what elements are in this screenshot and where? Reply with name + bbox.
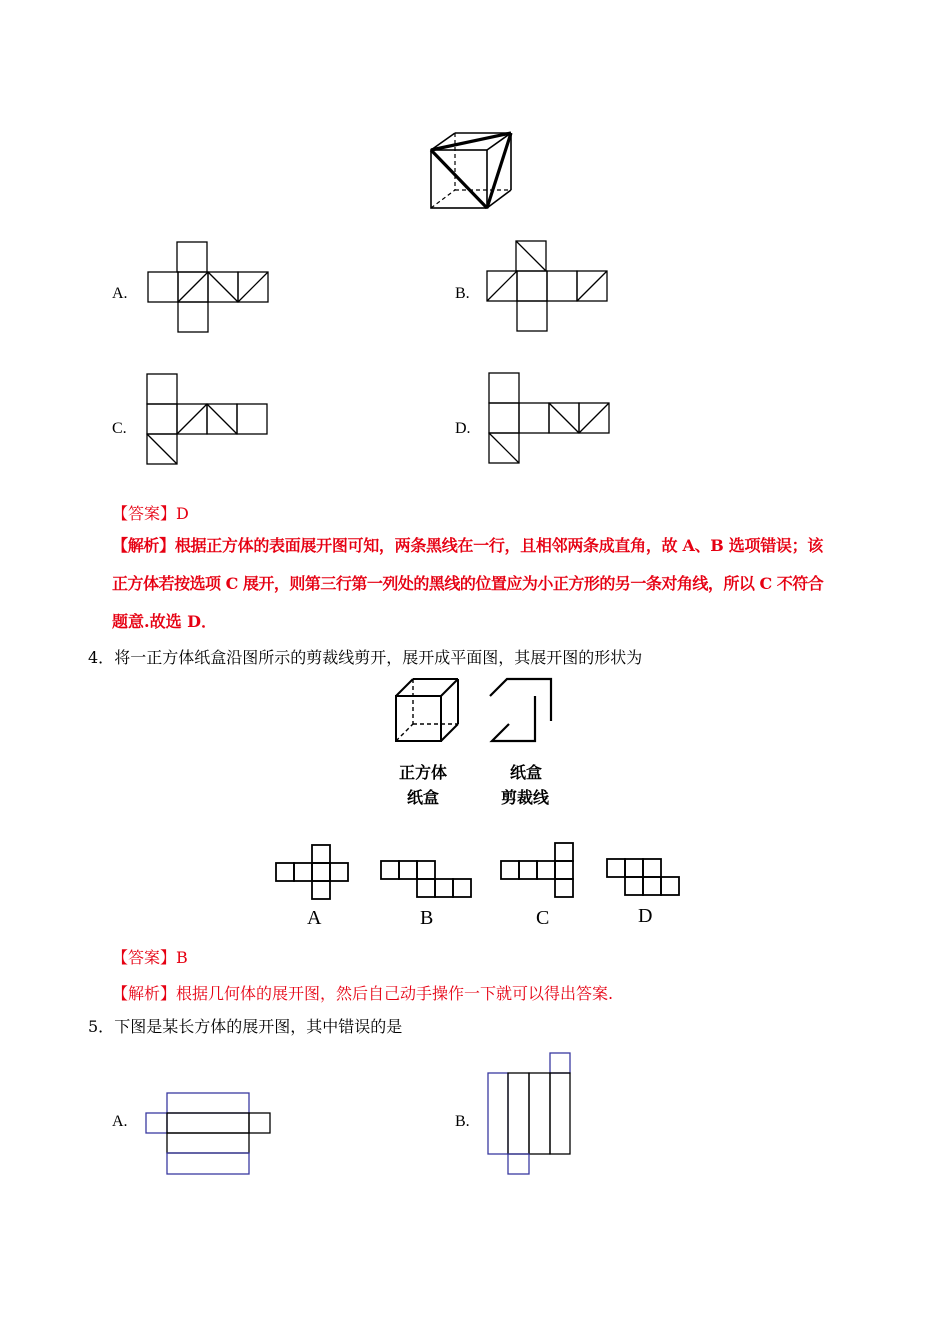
option-d-net	[488, 372, 610, 464]
analysis-tag: 【解析】	[112, 984, 177, 1003]
option-d-label: D.	[455, 420, 471, 437]
q5-option-a-net	[145, 1092, 273, 1177]
q4-choice-a-label: A	[307, 907, 322, 929]
q4-choice-c-net	[500, 842, 580, 902]
question-text: 下图是某长方体的展开图，其中错误的是	[114, 1017, 403, 1036]
answer-tag: 【答案】	[112, 948, 177, 967]
question-number: 4．	[88, 648, 115, 667]
question-number: 5．	[88, 1017, 115, 1036]
q4-answer	[112, 946, 188, 970]
q4-choice-b-net	[380, 860, 475, 900]
q5-option-b-label: B.	[455, 1113, 470, 1130]
q5-option-b-net	[487, 1052, 573, 1178]
option-a-net	[147, 241, 269, 333]
option-b-label: B.	[455, 285, 470, 302]
answer-tag: 【答案】	[112, 504, 177, 523]
q4-stem	[88, 646, 642, 670]
q3-analysis-line3: 题意.故选 D．	[112, 612, 218, 631]
answer-value: D	[176, 504, 189, 523]
fig-label-cut-line2: 剪裁线	[501, 788, 550, 807]
cube-diagonals-figure	[425, 128, 525, 213]
answer-value: B	[176, 948, 188, 967]
fig-label-cube-line1: 正方体	[399, 763, 448, 782]
analysis-text: 根据几何体的展开图，然后自己动手操作一下就可以得出答案.	[176, 984, 614, 1003]
q4-cube-figure	[393, 676, 463, 746]
option-b-net	[486, 240, 608, 332]
q4-choice-c-label: C	[536, 907, 550, 929]
option-a-label: A.	[112, 285, 128, 302]
analysis-tag: 【解析】	[112, 536, 175, 555]
fig-label-cube-line2: 纸盒	[407, 788, 440, 807]
analysis-text: 根据正方体的表面展开图可知，两条黑线在一行，且相邻两条成直角，故 A、B 选项错误；该	[174, 536, 823, 555]
q4-choice-b-label: B	[420, 907, 434, 929]
fig-label-cut-line1: 纸盒	[510, 763, 543, 782]
q4-cut-line-figure	[487, 678, 557, 746]
q5-option-a-label: A.	[112, 1113, 128, 1130]
q5-stem	[88, 1015, 402, 1039]
q3-analysis-line2: 正方体若按选项 C 展开，则第三行第一列处的黑线的位置应为小正方形的另一条对角线，所以 C 不符合	[112, 574, 824, 593]
q4-choice-d-net	[606, 858, 686, 898]
option-c-net	[146, 373, 268, 465]
question-text: 将一正方体纸盒沿图所示的剪裁线剪开，展开成平面图，其展开图的形状为	[114, 648, 643, 667]
q4-choice-a-net	[275, 844, 351, 900]
option-c-label: C.	[112, 420, 127, 437]
q3-answer	[112, 502, 189, 526]
q4-choice-d-label: D	[638, 905, 653, 927]
q3-analysis-line1	[112, 534, 823, 558]
q4-analysis	[112, 982, 613, 1006]
